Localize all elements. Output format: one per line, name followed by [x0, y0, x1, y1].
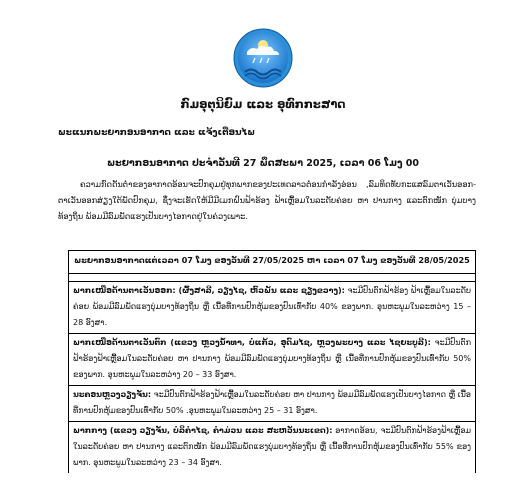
region-row-north-west [69, 334, 475, 386]
dmh-logo-icon [233, 28, 293, 88]
region-row-north-east [69, 282, 475, 334]
region-row-central [69, 422, 475, 473]
region-forecast: ຈະມີປົນຕົກຟ້າຮ້ອງຟ້າເຫຼື້ອມໃນລະດັບຄ່ອຍ ຫາ ປານກາງ ພ້ອມມີລົມພັດແຮງບຸ່ມບາງທ້ອງຖິ່ນ ຫຼື ເນື້ອທີ່ການປົກຫຸ້ມຂອງປົນເທົ່າກັບ 50% ຂອງພາກ. ອຸນຫະພູມໃນລະຫວ່າງ 20 – 33 ອົງສາ. [73, 338, 472, 379]
region-label: ພາກເໜືອດ້ານຕາເວັນອອກ: (ຜົ້ງສາລີ, ວຽງໄຊ, ຫົວພັນ ແລະ ຊຽງຂວາງ): [73, 286, 345, 295]
region-row-vientiane-capital [69, 386, 475, 422]
region-label: ພາກກາງ (ແຂວງ ວຽງຈັນ, ບໍລິຄຳໄຊ, ຄຳມ່ວນ ແລະ ສະຫວັນນະເຂດ): [73, 426, 333, 435]
forecast-period-header: ພະຍາກອນອາກາດແຕ່ເວລາ 07 ໂມງ ຂອງວັນທີ 27/05/2025 ຫາ ເວລາ 07 ໂມງ ຂອງວັນທີ 28/05/2025 [69, 251, 475, 274]
region-label: ນະຄອນຫຼວງວຽງຈັນ: [73, 390, 152, 399]
department-name: ກົມອຸຕຸນິຍົມ ແລະ ອຸທົກກະສາດ [180, 97, 346, 111]
region-forecast: ຈະມີປົນຕົກຟ້າຮ້ອງຟ້າເຫຼື້ອມໃນລະດັບຄ່ອຍ ຫາ ປານກາງ ພ້ອມມີລົມພັດແຮງເປັນບາງໄອກາດ ຫຼື ເນື້ອທີ່ການປົກຫຸ້ມຂອງປົນເທົ່າກັບ 50% .ອຸນຫະພູມໃນລະຫວ່າງ 25 – 31 ອົງສາ. [73, 390, 471, 415]
report-title: ພະຍາກອນອາກາດ ປະຈຳວັນທີ 27 ພຶດສະພາ 2025, ເວລາ 06 ໂມງ 00 [106, 158, 420, 169]
region-forecast: ອາກາດອ້ອນ, ຈະມີປົນຕົກຟ້າຮ້ອງຟ້າເຫຼື້ອມໃນລະດັບຄ່ອຍ ຫາ ປານກາງ ແລະຕົກໜັກ ພ້ອມມີລົມພັດແຮງບຸ່ມບາງທ້ອງຖິ່ນ ຫຼື ເນື້ອທີ່ການປົກຫຸ້ມຂອງປົນເທົ່າກັບ 55% ຂອງພາກ. ອຸນຫະພູມໃນລະຫວ່າງ 23 – 34 ອົງສາ. [73, 426, 472, 467]
region-label: ພາກເໜືອດ້ານຕາເວັນຕົກ (ແຂວງ ຫຼວງນ້ຳທາ, ບໍ່ແກ້ວ, ອຸດົມໄຊ, ຫຼວງພະບາງ ແລະ ໄຊຍະບູລີ): [73, 338, 431, 347]
region-forecast: ຈະມີປົນຕົກຟ້າຮ້ອງ ຟ້າເຫຼື້ອມໃນລະດັບຄ່ອຍ ພ້ອມມີລົມພັດແຮງບຸ່ມບາງທ້ອງຖິ່ນ ຫຼື ເນື້ອທີ່ການປົກຫຸ້ມຂອງປົນເທົ່າກັບ 40% ຂອງພາກ. ອຸນຫະພູມໃນລະຫວ່າງ 15 – 28 ອົງສາ. [73, 286, 472, 327]
division-name: ພະແນກພະຍາກອນອາກາດ ແລະ ແຈ້ງເຕືອນໄພ [58, 128, 256, 138]
synoptic-summary: ຄວາມກົດດັນຕ່ຳຂອງອາກາດອ້ອນຈະປົກຄຸມຢູ່ທຸກພາກຂອງປະເທດລາວຕໍ່ອນກໍາລັງອ່ອນ ,ລົມທິດທັບກະແສລົມຕາເວັນອອກ-ຕາເວັນອອກສ່ຽງໃຕ້ພັດປົກຄຸມ, ຊຶ່ງຈະເຮັດໃຫ້ມີມີເມກຝົນຟ້າຮ້ອງ ຟ້າເຫຼື້ອມໃນລະດັບຄ່ອຍ ຫາ ປານກາງ ແລະຕົກໜັກ ບຸ່ມບາງທ້ອງຖິ່ນ ພ້ອມມີລົມພັດແຮງເປັນບາງໄອກາດຢູ່ໃນຄ່ວງເພາະ. [58, 179, 476, 221]
table-spacer [69, 274, 475, 282]
forecast-table [68, 250, 476, 473]
